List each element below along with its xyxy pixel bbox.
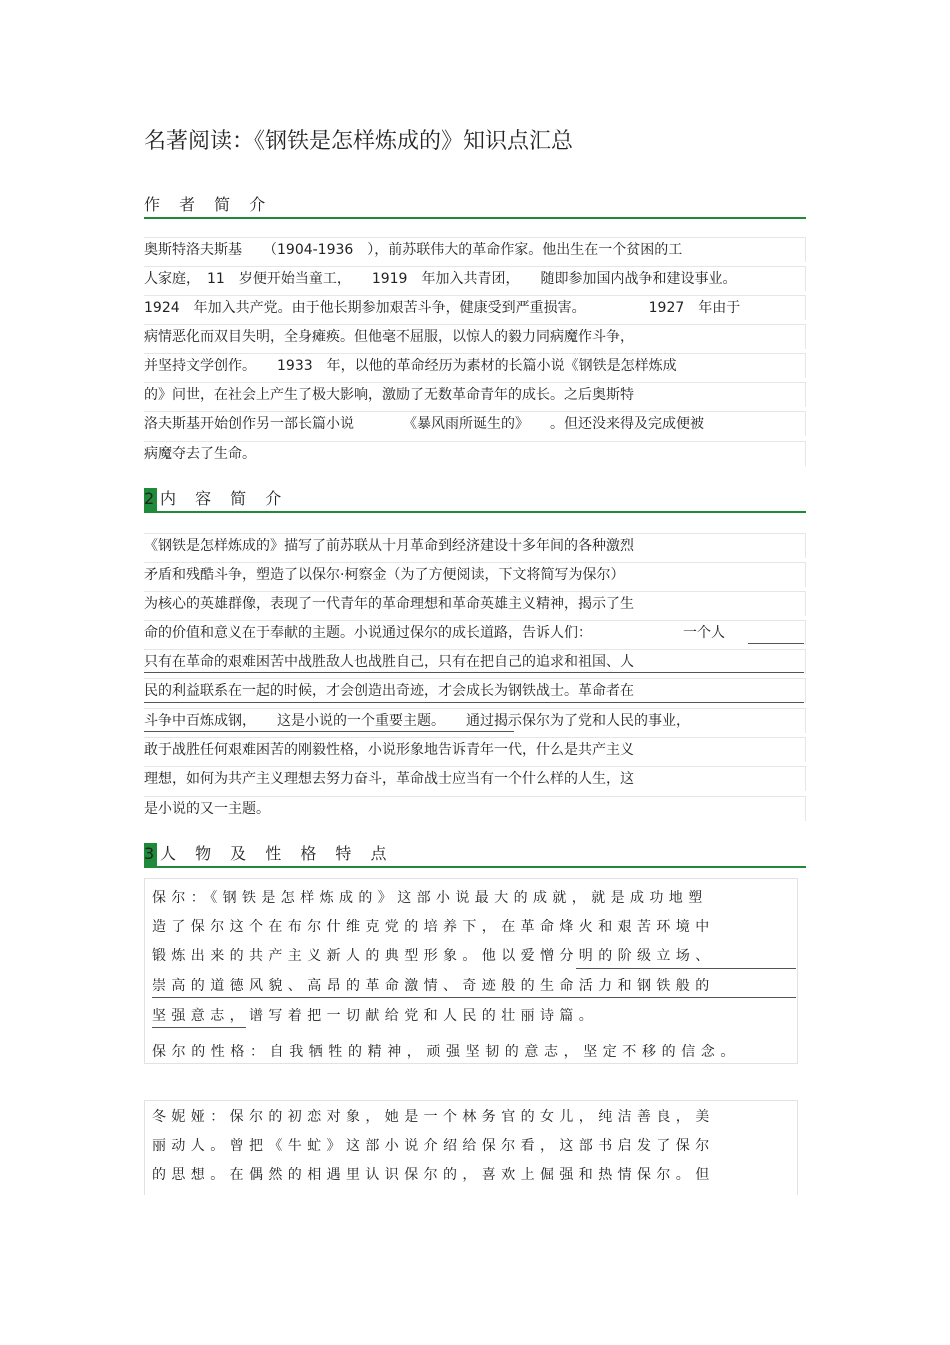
paul-line: 坚强意志，谱写着把一切献给党和人民的壮丽诗篇。 [152, 1008, 599, 1024]
tonya-line: 冬妮娅：保尔的初恋对象，她是一个林务官的女儿，纯洁善良，美 [152, 1109, 715, 1125]
author-line: 洛夫斯基开始创作另一部长篇小说 《暴风雨所诞生的》 。但还没来得及完成便被 [144, 411, 806, 436]
section-heading-content-label: 内 容 简 介 [160, 489, 289, 508]
section-heading-characters-label: 人 物 及 性 格 特 点 [160, 844, 394, 863]
paul-line: 造了保尔这个在布尔什维克党的培养下，在革命烽火和艰苦环境中 [152, 919, 715, 935]
section-heading-characters [144, 843, 806, 868]
paul-line: 崇高的道德风貌、高昂的革命激情、奇迹般的生命活力和钢铁般的 [152, 978, 715, 994]
author-line: 病魔夺去了生命。 [144, 441, 806, 466]
author-line: 并坚持文学创作。 1933 年，以他的革命经历为素材的长篇小说《钢铁是怎样炼成 [144, 353, 806, 378]
content-line: 斗争中百炼成钢， 这是小说的一个重要主题。 通过揭示保尔为了党和人民的事业， [144, 708, 806, 733]
section-heading-author [144, 194, 806, 219]
underline-rule [152, 997, 796, 998]
content-line: 民的利益联系在一起的时候，才会创造出奇迹，才会成长为钢铁战士。革命者在 [144, 678, 806, 703]
document-title: 名著阅读：《钢铁是怎样炼成的》知识点汇总 [144, 129, 574, 154]
content-line: 为核心的英雄群像，表现了一代青年的革命理想和革命英雄主义精神，揭示了生 [144, 591, 806, 616]
underline-rule [576, 968, 796, 969]
paul-line: 锻炼出来的共产主义新人的典型形象。他以爱憎分明的阶级立场、 [152, 948, 715, 964]
underline-rule [748, 643, 804, 644]
author-line: 人家庭， 11 岁便开始当童工， 1919 年加入共青团， 随即参加国内战争和建设事业。 [144, 266, 806, 291]
underline-rule [144, 702, 804, 703]
section-number: 3 [144, 843, 157, 867]
tonya-line: 的思想。在偶然的相遇里认识保尔的，喜欢上倔强和热情保尔。但 [152, 1167, 715, 1183]
underline-rule [152, 1027, 246, 1028]
content-line: 《钢铁是怎样炼成的》描写了前苏联从十月革命到经济建设十多年间的各种激烈 [144, 533, 806, 558]
content-line: 命的价值和意义在于奉献的主题。小说通过保尔的成长道路，告诉人们： 一个人 [144, 620, 806, 645]
author-line: 奥斯特洛夫斯基 （1904-1936 ），前苏联伟大的革命作家。他出生在一个贫困的工 [144, 237, 806, 262]
author-line: 的》问世，在社会上产生了极大影响，激励了无数革命青年的成长。之后奥斯特 [144, 382, 806, 407]
author-line: 1924 年加入共产党。由于他长期参加艰苦斗争，健康受到严重损害。 1927 年由于 [144, 295, 806, 320]
content-line: 理想，如何为共产主义理想去努力奋斗，革命战士应当有一个什么样的人生，这 [144, 766, 806, 791]
section-number: 2 [144, 488, 157, 512]
underline-rule [144, 731, 514, 732]
section-heading-content [144, 488, 806, 513]
content-line: 敢于战胜任何艰难困苦的刚毅性格，小说形象地告诉青年一代，什么是共产主义 [144, 737, 806, 762]
content-line: 是小说的又一主题。 [144, 796, 806, 821]
paul-line: 保尔：《钢铁是怎样炼成的》这部小说最大的成就，就是成功地塑 [152, 890, 708, 906]
author-line: 病情恶化而双目失明，全身瘫痪。但他毫不屈服，以惊人的毅力同病魔作斗争， [144, 324, 806, 349]
content-line: 只有在革命的艰难困苦中战胜敌人也战胜自己，只有在把自己的追求和祖国、人 [144, 649, 806, 674]
paul-trait-line: 保尔的性格：自我牺牲的精神，顽强坚韧的意志，坚定不移的信念。 [152, 1044, 740, 1060]
tonya-line: 丽动人。曾把《牛虻》这部小说介绍给保尔看，这部书启发了保尔 [152, 1138, 715, 1154]
section-heading-author-label: 作 者 简 介 [144, 195, 273, 214]
content-line: 矛盾和残酷斗争，塑造了以保尔·柯察金（为了方便阅读，下文将简写为保尔） [144, 562, 806, 587]
underline-rule [144, 672, 804, 673]
